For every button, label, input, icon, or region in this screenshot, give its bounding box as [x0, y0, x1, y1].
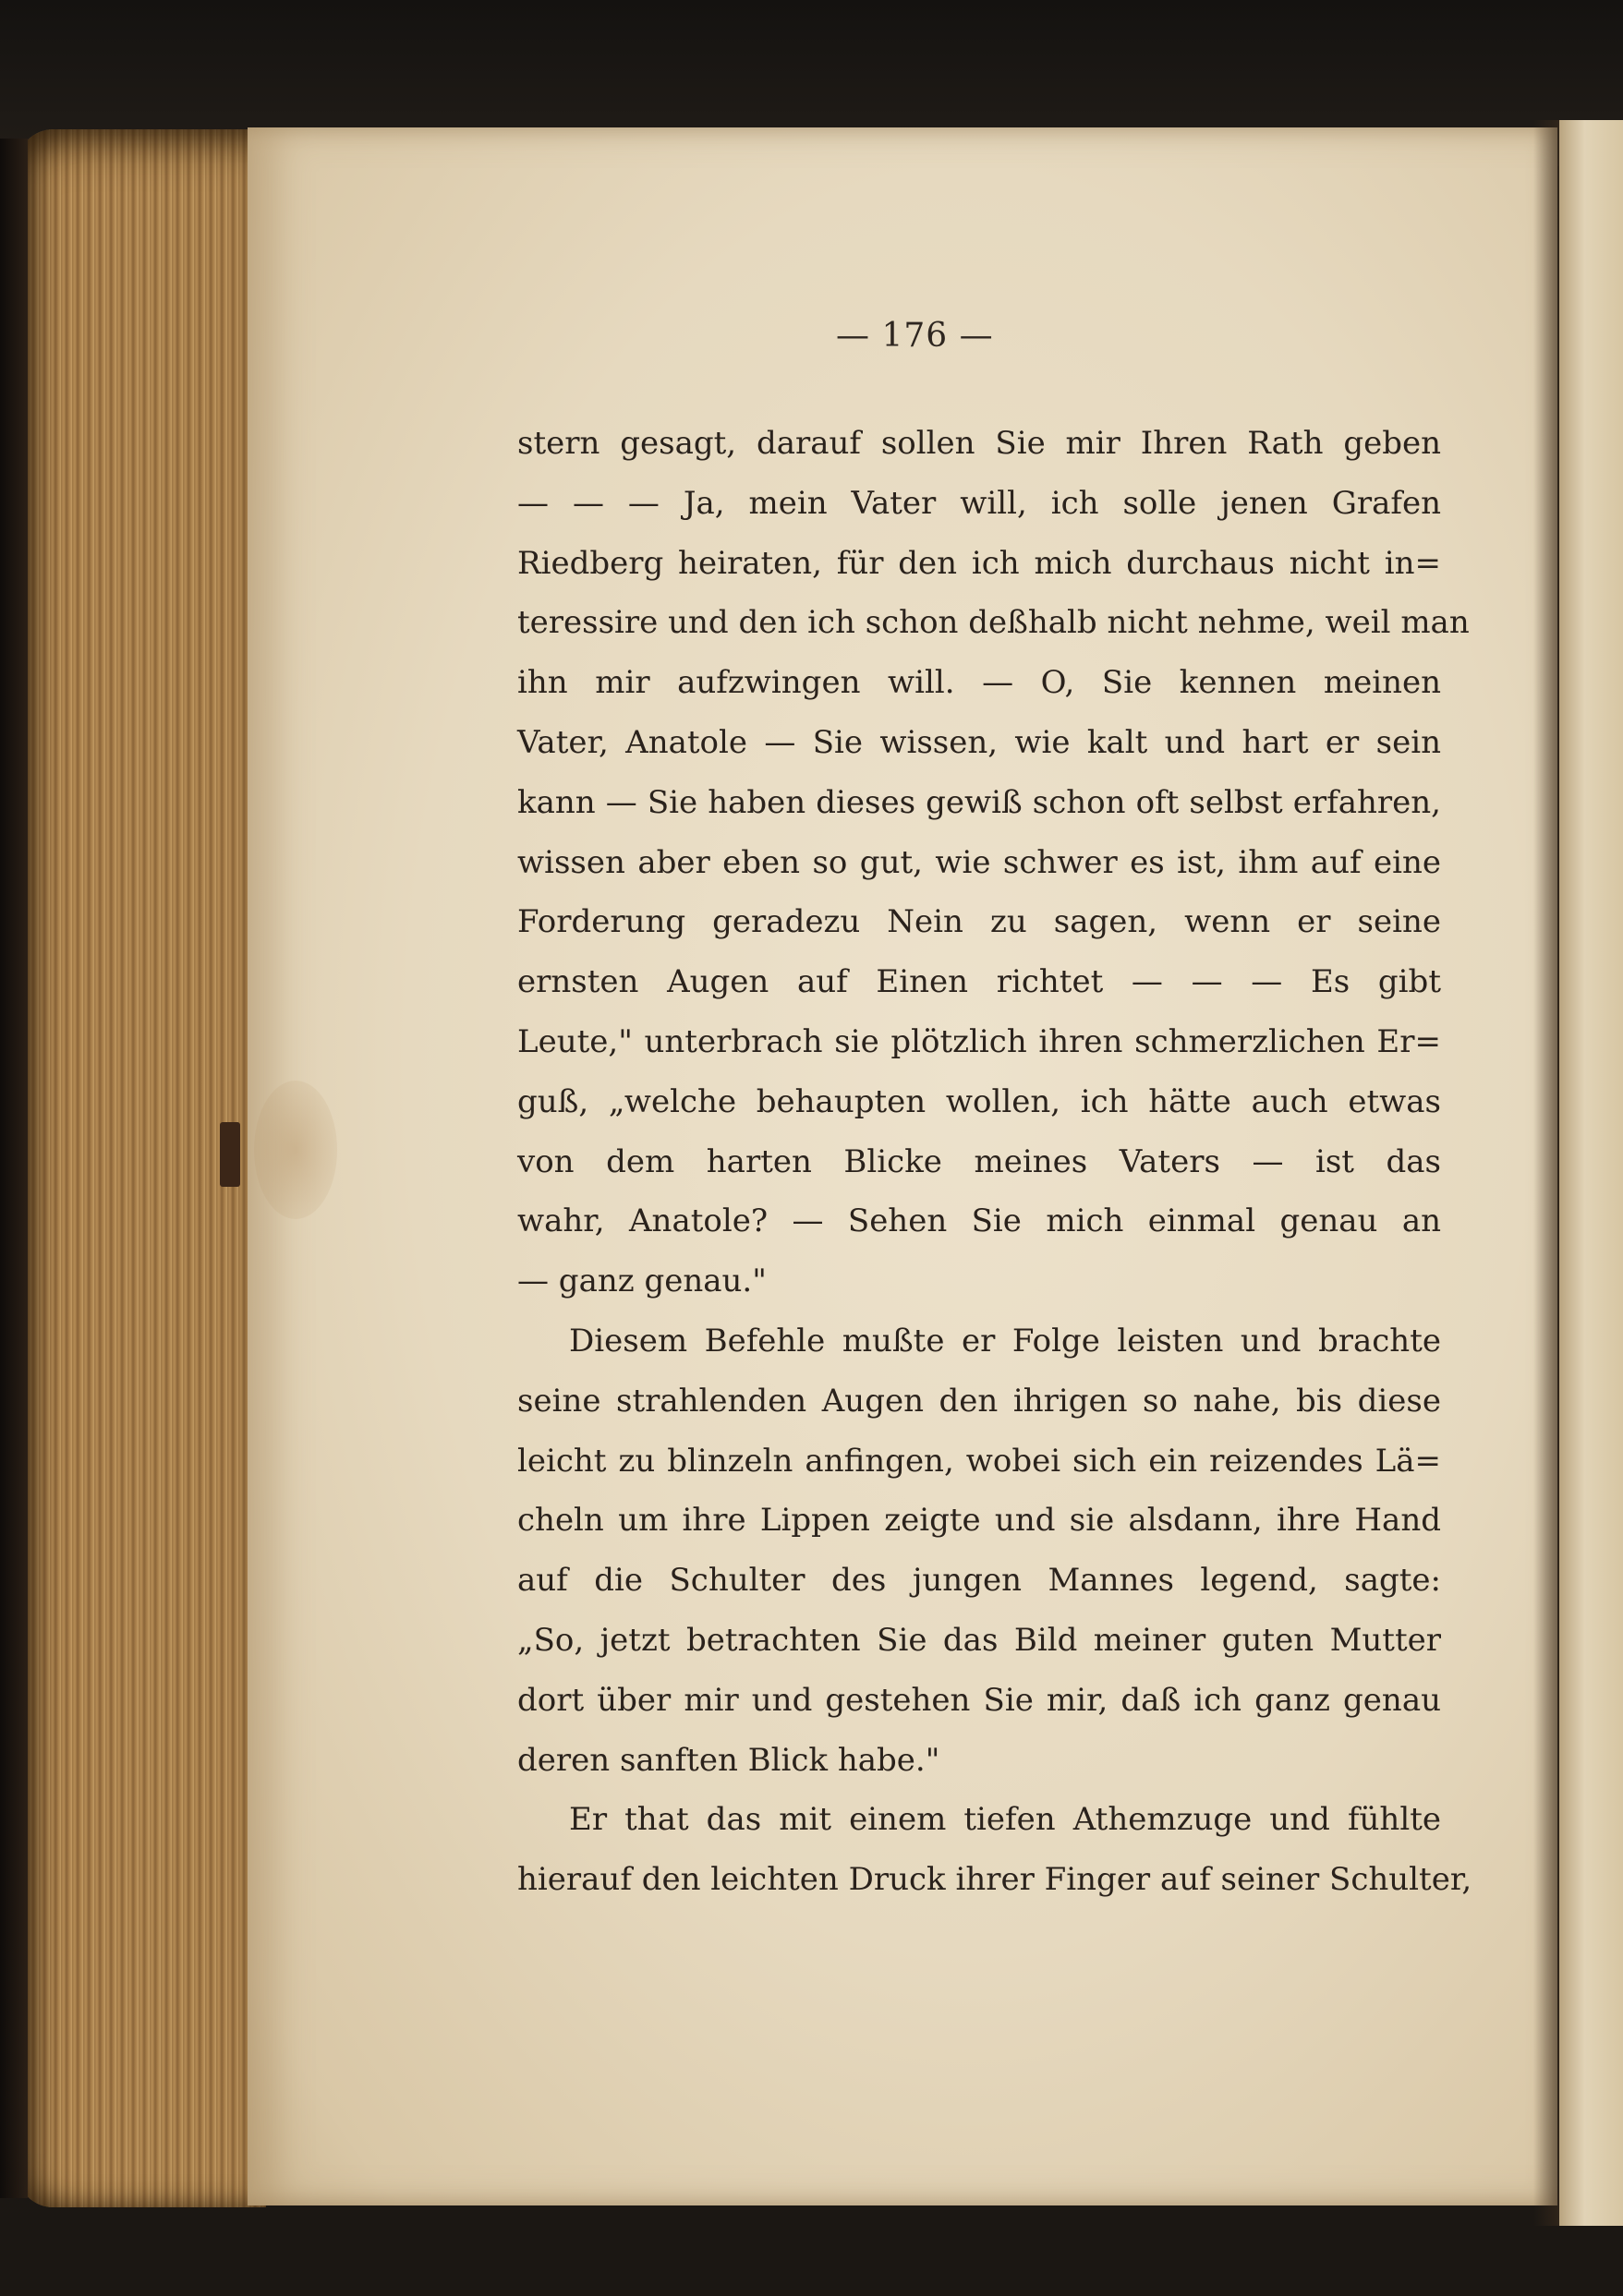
text-line: wahr, Anatole? — Sehen Sie mich einmal genau an	[517, 1202, 1441, 1240]
text-line: Leute," unterbrach sie plötzlich ihren schmerzlichen Er=	[517, 1022, 1441, 1060]
text-line: hierauf den leichten Druck ihrer Finger auf seiner Schulter,	[517, 1861, 1472, 1899]
text-line: auf die Schulter des jungen Mannes legend, sagte:	[517, 1562, 1441, 1600]
text-line: dort über mir und gestehen Sie mir, daß ich ganz genau	[517, 1681, 1441, 1719]
page-number: — 176 —	[836, 317, 994, 355]
text-line: stern gesagt, darauf sollen Sie mir Ihren Rath geben	[517, 425, 1441, 462]
text-line: Forderung geradezu Nein zu sagen, wenn er seine	[517, 903, 1441, 941]
text-line: leicht zu blinzeln anfingen, wobei sich ein reizendes Lä=	[517, 1442, 1441, 1480]
text-line: Riedberg heiraten, für den ich mich durchaus nicht in=	[517, 544, 1441, 582]
text-line: cheln um ihre Lippen zeigte und sie alsdann, ihre Hand	[517, 1502, 1441, 1540]
book-spine	[0, 139, 28, 2198]
text-line: teressire und den ich schon deßhalb nicht nehme, weil man	[517, 604, 1470, 642]
text-line: — ganz genau."	[517, 1263, 767, 1300]
text-line: Diesem Befehle mußte er Folge leisten und brachte	[569, 1322, 1441, 1359]
text-line: deren sanften Blick habe."	[517, 1741, 940, 1779]
text-line: kann — Sie haben dieses gewiß schon oft selbst erfahren,	[517, 783, 1441, 821]
text-line: Er that das mit einem tiefen Athemzuge und fühlte	[569, 1801, 1441, 1839]
page-stain	[254, 1081, 337, 1219]
text-line: von dem harten Blicke meines Vaters — ist das	[517, 1142, 1441, 1180]
text-line: ernsten Augen auf Einen richtet — — — Es gibt	[517, 963, 1441, 1001]
text-line: „So, jetzt betrachten Sie das Bild meiner guten Mutter	[517, 1621, 1441, 1659]
text-line: ihn mir aufzwingen will. — O, Sie kennen meinen	[517, 664, 1441, 702]
facing-page-edge	[1559, 120, 1623, 2226]
text-line: seine strahlenden Augen den ihrigen so nahe, bis diese	[517, 1382, 1441, 1420]
body-text	[517, 414, 1472, 1910]
text-line: guß, „welche behaupten wollen, ich hätte auch etwas	[517, 1082, 1441, 1120]
text-line: Vater, Anatole — Sie wissen, wie kalt und hart er sein	[517, 723, 1441, 761]
text-line: — — — Ja, mein Vater will, ich solle jenen Grafen	[517, 484, 1441, 522]
gutter-shadow	[1533, 120, 1561, 2226]
text-line: wissen aber eben so gut, wie schwer es ist, ihm auf eine	[517, 843, 1441, 881]
bookmark-tab	[220, 1122, 240, 1187]
